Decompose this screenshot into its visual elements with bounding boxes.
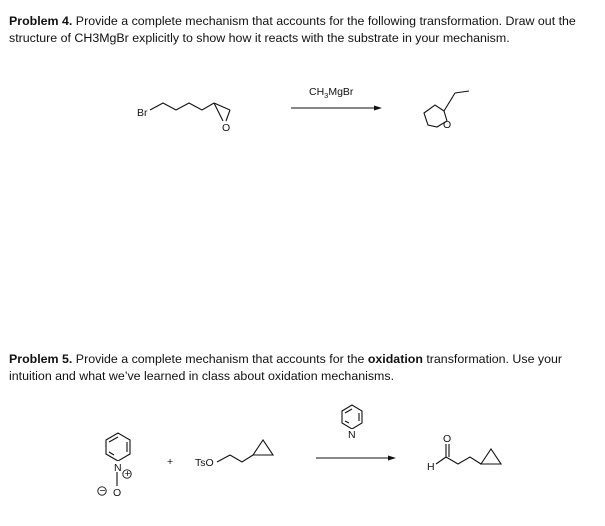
alkyl-chain xyxy=(150,103,214,110)
cyclopropane-ring xyxy=(253,440,273,455)
problem-5-body-start: Provide a complete mechanism that accounts for the xyxy=(72,352,368,366)
reagent-aromatic-double-3 xyxy=(345,421,349,423)
aldehyde-chain xyxy=(446,457,481,464)
aromatic-double-3 xyxy=(109,452,114,455)
plus-sign: + xyxy=(167,456,174,468)
pyridine-n-oxide xyxy=(98,433,131,499)
positive-charge-sign: + xyxy=(124,468,131,480)
bromine-atom-label: Br xyxy=(137,107,148,119)
problem-5-bold-word: oxidation xyxy=(367,352,423,366)
reagent-ch3mgbr: $CH_3MgBr$ xyxy=(309,86,354,100)
cyclopropylethyl-tosylate xyxy=(195,440,273,469)
arrowhead-1 xyxy=(374,106,382,111)
carbonyl-oxygen-label: O xyxy=(443,433,452,445)
problem-4-body: Provide a complete mechanism that accounts for the following transformation. Draw out the structure of CH3MgBr explicitly to show how it reacts with the substrate in your mechanism. xyxy=(9,14,576,45)
problem-5-scheme xyxy=(98,405,501,499)
nitrogen-label: N xyxy=(114,462,122,474)
problem-4-label: Problem 4. xyxy=(9,14,73,28)
substrate-bromo-epoxide xyxy=(137,103,230,134)
oxide-oxygen-label: O xyxy=(113,487,122,499)
epoxide-bond-c-o xyxy=(214,103,223,121)
reagent-aromatic-double-1 xyxy=(345,409,352,413)
product-ethyl-thf xyxy=(424,91,469,131)
epoxide-oxygen-label: O xyxy=(222,122,231,134)
negative-charge-sign: − xyxy=(99,485,106,497)
problem-5-body-end: transformation. Use your intuition and what we’ve learned in class about oxidation mechanisms. xyxy=(9,352,563,383)
product-cyclopropane-ring xyxy=(481,449,501,464)
product-aldehyde xyxy=(427,433,501,473)
problem-4-scheme xyxy=(137,86,469,134)
ethyl-bond-2 xyxy=(455,91,469,93)
thf-oxygen-label: O xyxy=(443,119,452,131)
aldehyde-hydrogen-label: H xyxy=(427,461,435,473)
ethyl-bond-1 xyxy=(444,93,455,111)
arrowhead-2 xyxy=(388,456,396,461)
reaction-arrow-2 xyxy=(316,405,396,461)
c-h-bond xyxy=(436,457,446,464)
tosylate-chain xyxy=(217,455,253,462)
problem-5-label: Problem 5. xyxy=(9,352,73,366)
reaction-arrow-1 xyxy=(291,86,382,111)
epoxide-bond-c-o-2 xyxy=(226,110,230,121)
tosylate-label: TsO xyxy=(195,457,214,469)
reagent-nitrogen-label: N xyxy=(348,429,356,441)
